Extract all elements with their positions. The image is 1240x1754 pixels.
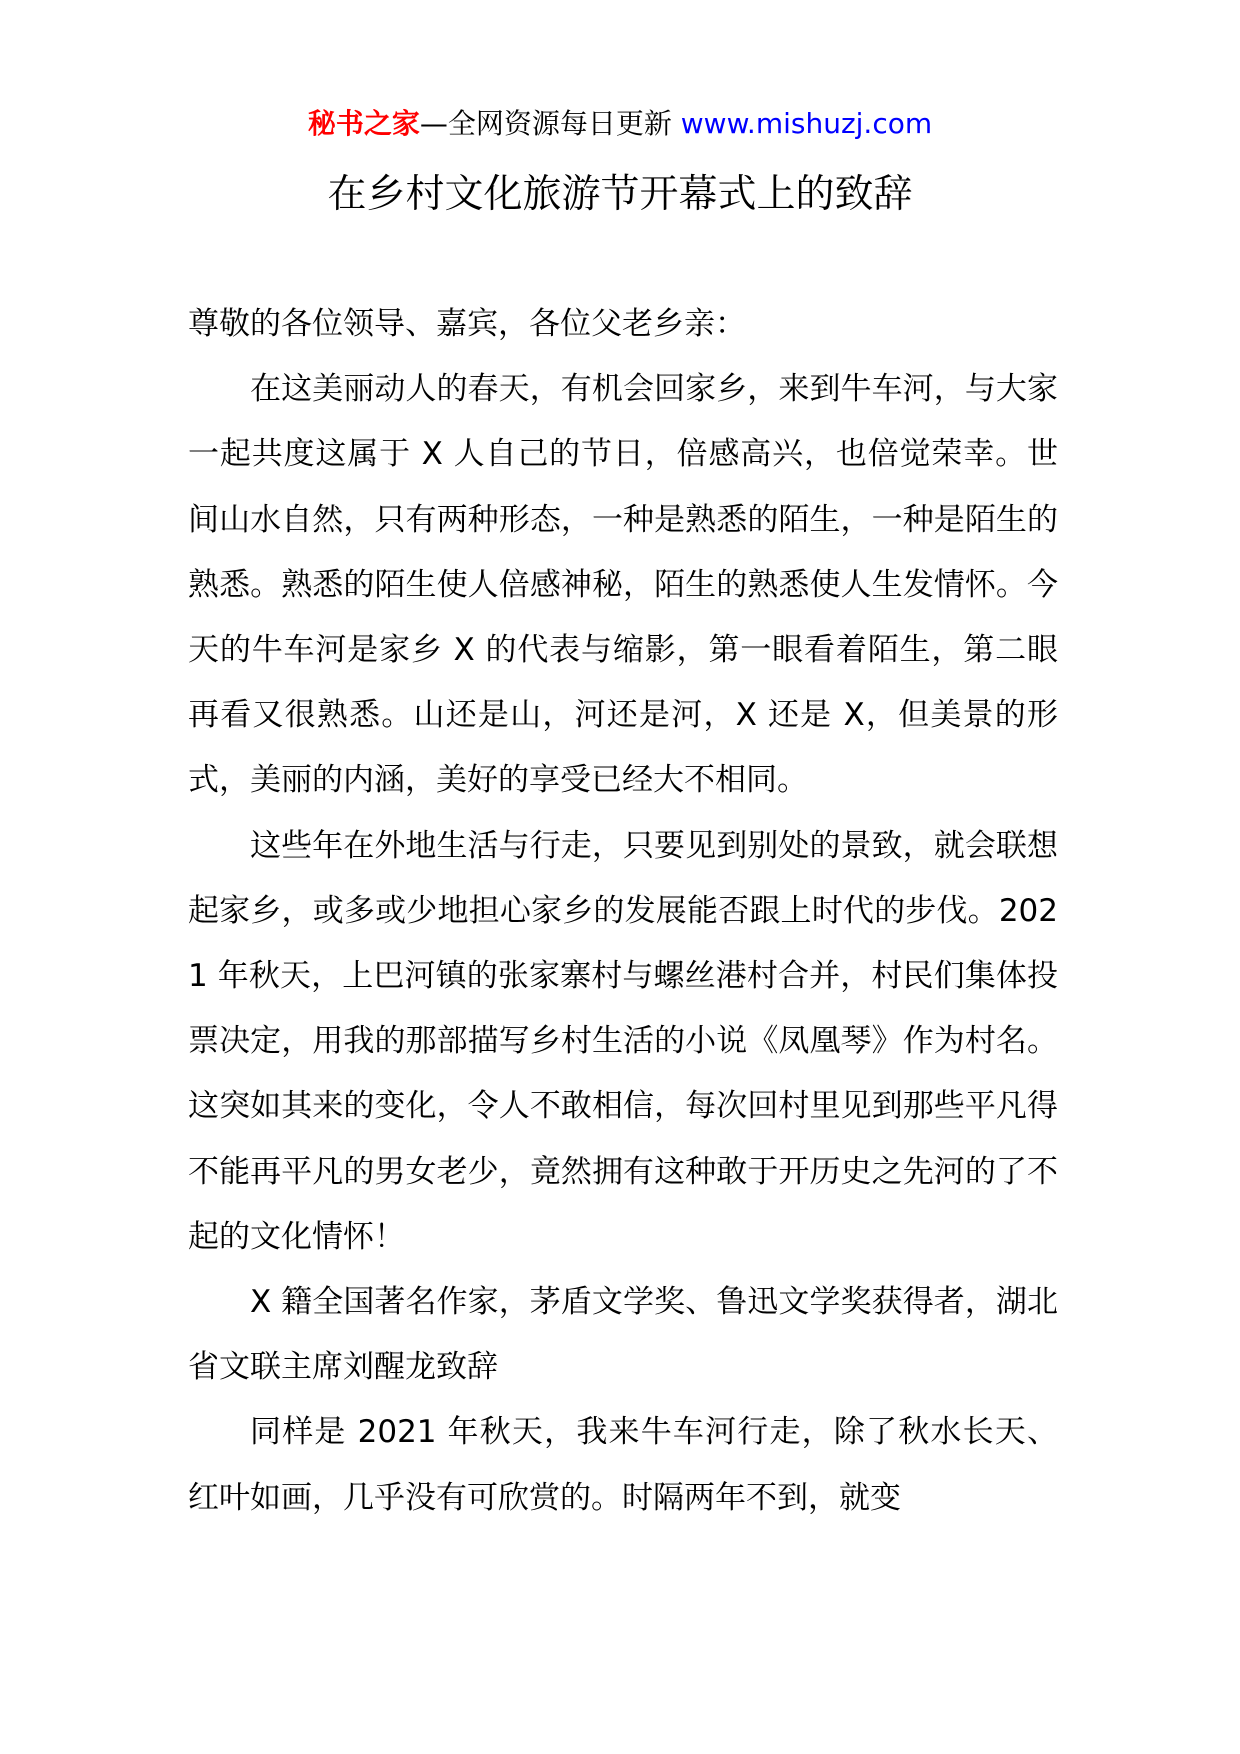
paragraph: X 籍全国著名作家，茅盾文学奖、鲁迅文学奖获得者，湖北省文联主席刘醒龙致辞: [188, 1284, 1058, 1386]
paragraph: 在这美丽动人的春天，有机会回家乡，来到牛车河，与大家一起共度这属于 X 人自己的节日，倍感高兴，也倍觉荣幸。世间山水自然，只有两种形态，一种是熟悉的陌生，一种是陌生的熟悉。熟悉的陌生使人倍感神秘，陌生的熟悉使人生发情怀。今天的牛车河是家乡 X 的代表与缩影，第一眼看着陌生，第二眼再看又很熟悉。山还是山，河还是河，X 还是 X，但美景的形式，美丽的内涵，美好的享受已经大不相同。: [188, 371, 1058, 799]
site-header: [0, 104, 1240, 144]
paragraph: 同样是 2021 年秋天，我来牛车河行走，除了秋水长天、红叶如画，几乎没有可欣赏的。时隔两年不到，就变: [188, 1414, 1058, 1516]
header-tagline: —全网资源每日更新: [419, 107, 681, 140]
document-title: 在乡村文化旅游节开幕式上的致辞: [327, 172, 913, 217]
site-url-link[interactable]: www.mishuzj.com: [680, 107, 933, 140]
paragraph: 这些年在外地生活与行走，只要见到别处的景致，就会联想起家乡，或多或少地担心家乡的发展能否跟上时代的步伐。2021 年秋天，上巴河镇的张家寨村与螺丝港村合并，村民们集体投票决定，用我的那部描写乡村生活的小说《凤凰琴》作为村名。这突如其来的变化，令人不敢相信，每次回村里见到那些平凡得不能再平凡的男女老少，竟然拥有这种敢于开历史之先河的了不起的文化情怀！: [188, 827, 1058, 1255]
brand-name: 秘书之家: [307, 107, 420, 140]
document-body: [188, 292, 1058, 1531]
salutation: 尊敬的各位领导、嘉宾，各位父老乡亲：: [188, 306, 746, 342]
